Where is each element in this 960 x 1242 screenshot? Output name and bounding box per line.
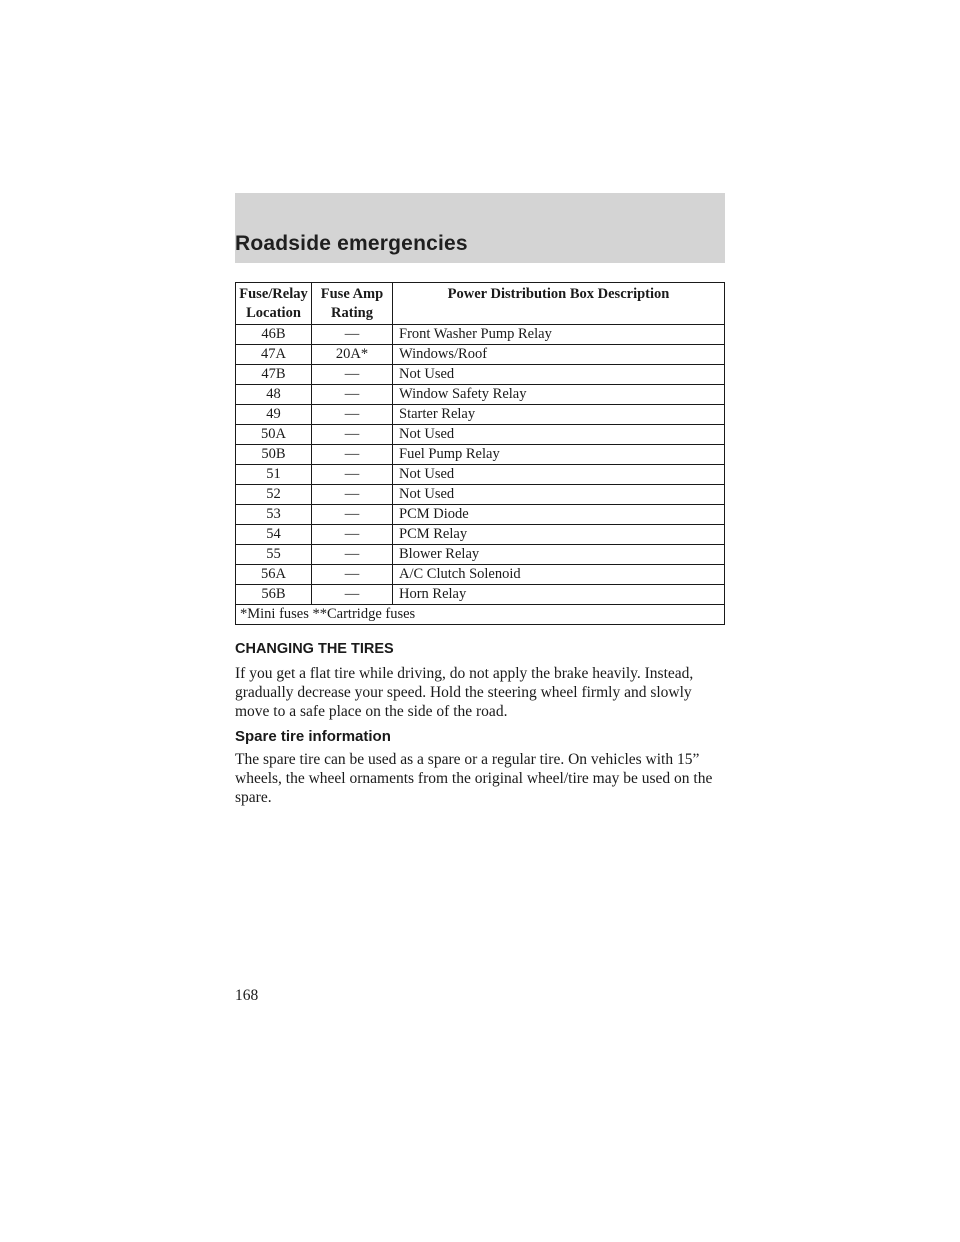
cell-description: Fuel Pump Relay bbox=[393, 445, 725, 465]
cell-description: Windows/Roof bbox=[393, 345, 725, 365]
cell-description: Blower Relay bbox=[393, 545, 725, 565]
cell-description: Not Used bbox=[393, 365, 725, 385]
cell-location: 47B bbox=[236, 365, 312, 385]
table-row bbox=[236, 545, 725, 565]
column-header-amp-rating: Fuse Amp Rating bbox=[312, 283, 393, 325]
cell-location: 52 bbox=[236, 485, 312, 505]
table-row bbox=[236, 445, 725, 465]
cell-location: 46B bbox=[236, 325, 312, 345]
cell-location: 50A bbox=[236, 425, 312, 445]
column-header-description: Power Distribution Box Description bbox=[393, 283, 725, 325]
table-row bbox=[236, 465, 725, 485]
cell-description: PCM Diode bbox=[393, 505, 725, 525]
table-row bbox=[236, 345, 725, 365]
table-row bbox=[236, 485, 725, 505]
cell-description: A/C Clutch Solenoid bbox=[393, 565, 725, 585]
section-title: Roadside emergencies bbox=[235, 232, 468, 255]
cell-amp: — bbox=[312, 585, 393, 605]
cell-amp: — bbox=[312, 425, 393, 445]
cell-amp: — bbox=[312, 565, 393, 585]
cell-description: Starter Relay bbox=[393, 405, 725, 425]
table-row bbox=[236, 505, 725, 525]
cell-amp: — bbox=[312, 445, 393, 465]
table-row bbox=[236, 585, 725, 605]
spare-tire-paragraph: The spare tire can be used as a spare or a regular tire. On vehicles with 15” wheels, the wheel ornaments from the original wheel/tire may be used on the spare. bbox=[235, 751, 713, 806]
cell-description: Not Used bbox=[393, 425, 725, 445]
table-row bbox=[236, 405, 725, 425]
cell-location: 55 bbox=[236, 545, 312, 565]
page-number: 168 bbox=[235, 987, 259, 1004]
changing-tires-paragraph: If you get a flat tire while driving, do not apply the brake heavily. Instead, gradually decrease your speed. Hold the steering wheel firmly and slowly move to a safe place on the side of the road. bbox=[235, 665, 694, 720]
cell-location: 51 bbox=[236, 465, 312, 485]
cell-description: PCM Relay bbox=[393, 525, 725, 545]
cell-location: 49 bbox=[236, 405, 312, 425]
column-header-location: Fuse/Relay Location bbox=[236, 283, 312, 325]
table-row bbox=[236, 565, 725, 585]
cell-location: 56B bbox=[236, 585, 312, 605]
cell-description: Not Used bbox=[393, 485, 725, 505]
cell-description: Window Safety Relay bbox=[393, 385, 725, 405]
table-row bbox=[236, 325, 725, 345]
cell-location: 50B bbox=[236, 445, 312, 465]
cell-description: Not Used bbox=[393, 465, 725, 485]
table-footnote-row bbox=[236, 605, 725, 625]
cell-description: Horn Relay bbox=[393, 585, 725, 605]
table-header-row bbox=[236, 283, 725, 325]
cell-amp: — bbox=[312, 525, 393, 545]
cell-amp: 20A* bbox=[312, 345, 393, 365]
cell-amp: — bbox=[312, 545, 393, 565]
cell-location: 47A bbox=[236, 345, 312, 365]
cell-location: 48 bbox=[236, 385, 312, 405]
cell-description: Front Washer Pump Relay bbox=[393, 325, 725, 345]
fuse-table bbox=[235, 282, 725, 625]
table-row bbox=[236, 425, 725, 445]
table-row bbox=[236, 525, 725, 545]
cell-amp: — bbox=[312, 385, 393, 405]
cell-location: 56A bbox=[236, 565, 312, 585]
cell-amp: — bbox=[312, 485, 393, 505]
table-row bbox=[236, 365, 725, 385]
cell-location: 53 bbox=[236, 505, 312, 525]
cell-location: 54 bbox=[236, 525, 312, 545]
changing-tires-heading: CHANGING THE TIRES bbox=[235, 641, 394, 657]
spare-tire-heading: Spare tire information bbox=[235, 728, 391, 745]
table-row bbox=[236, 385, 725, 405]
cell-amp: — bbox=[312, 325, 393, 345]
cell-amp: — bbox=[312, 465, 393, 485]
table-footnote: *Mini fuses **Cartridge fuses bbox=[236, 605, 725, 625]
cell-amp: — bbox=[312, 365, 393, 385]
cell-amp: — bbox=[312, 505, 393, 525]
cell-amp: — bbox=[312, 405, 393, 425]
